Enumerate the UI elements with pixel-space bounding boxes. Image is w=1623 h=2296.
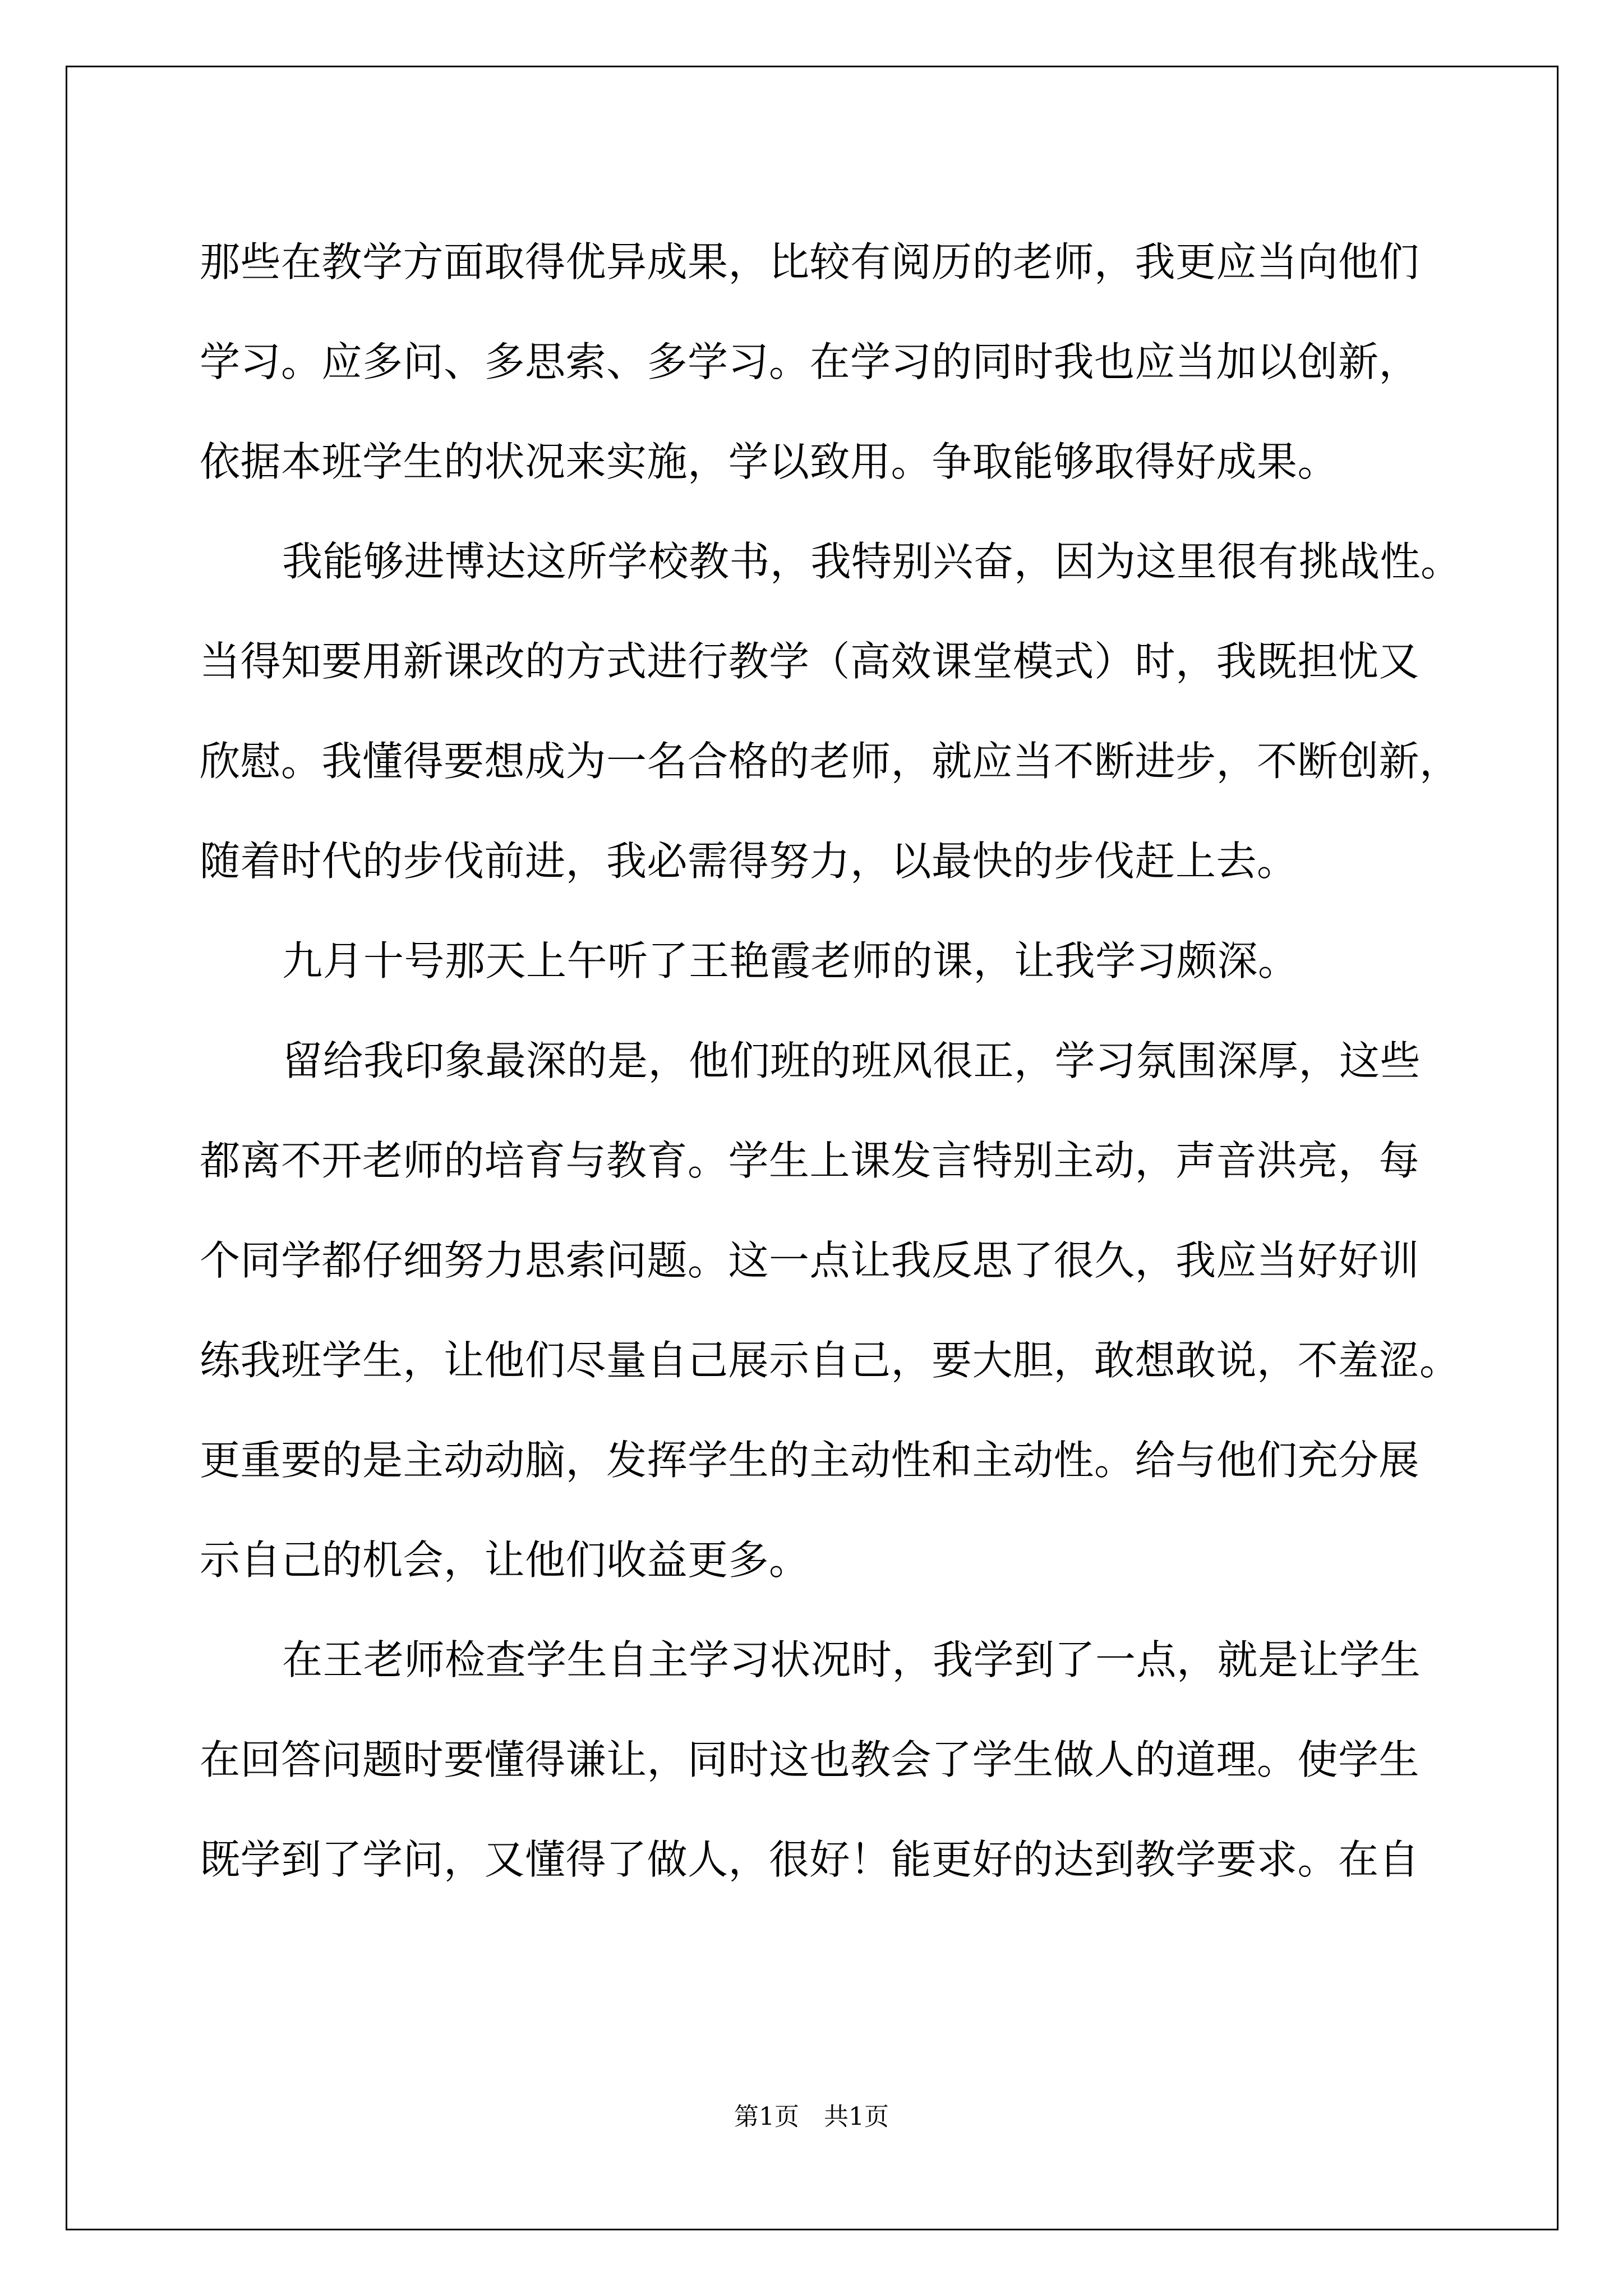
text-line: 那些在教学方面取得优异成果，比较有阅历的老师，我更应当向他们 (200, 238, 1420, 286)
text-line: 都离不开老师的培育与教育。学生上课发言特别主动，声音洪亮，每 (200, 1137, 1420, 1184)
document-body (200, 212, 1461, 1910)
text-line: 个同学都仔细努力思索问题。这一点让我反思了很久，我应当好好训 (200, 1237, 1420, 1284)
text-line: 当得知要用新课改的方式进行教学（高效课堂模式）时，我既担忧又 (200, 638, 1420, 685)
text-line: 练我班学生，让他们尽量自己展示自己，要大胆，敢想敢说，不羞涩。 (200, 1337, 1460, 1384)
page-number-footer: 第1页 共1页 (734, 2102, 889, 2131)
text-line: 示自己的机会，让他们收益更多。 (200, 1536, 810, 1584)
text-line: 更重要的是主动动脑，发挥学生的主动性和主动性。给与他们充分展 (200, 1437, 1420, 1484)
text-line: 随着时代的步伐前进，我必需得努力，以最快的步伐赶上去。 (200, 838, 1298, 885)
paragraph-start-line: 我能够进博达这所学校教书，我特别兴奋，因为这里很有挑战性。 (282, 538, 1461, 585)
paragraph-start-line: 留给我印象最深的是，他们班的班风很正，学习氛围深厚，这些 (282, 1037, 1421, 1084)
paragraph-start-line: 九月十号那天上午听了王艳霞老师的课，让我学习颇深。 (282, 937, 1299, 984)
text-line: 欣慰。我懂得要想成为一名合格的老师，就应当不断进步，不断创新， (200, 738, 1460, 785)
text-line: 学习。应多问、多思索、多学习。在学习的同时我也应当加以创新， (200, 338, 1420, 385)
text-line: 依据本班学生的状况来实施，学以致用。争取能够取得好成果。 (200, 438, 1339, 485)
text-line: 既学到了学问，又懂得了做人，很好！能更好的达到教学要求。在自 (200, 1836, 1420, 1883)
text-line: 在回答问题时要懂得谦让，同时这也教会了学生做人的道理。使学生 (200, 1736, 1420, 1783)
paragraph-start-line: 在王老师检查学生自主学习状况时，我学到了一点，就是让学生 (282, 1636, 1421, 1683)
